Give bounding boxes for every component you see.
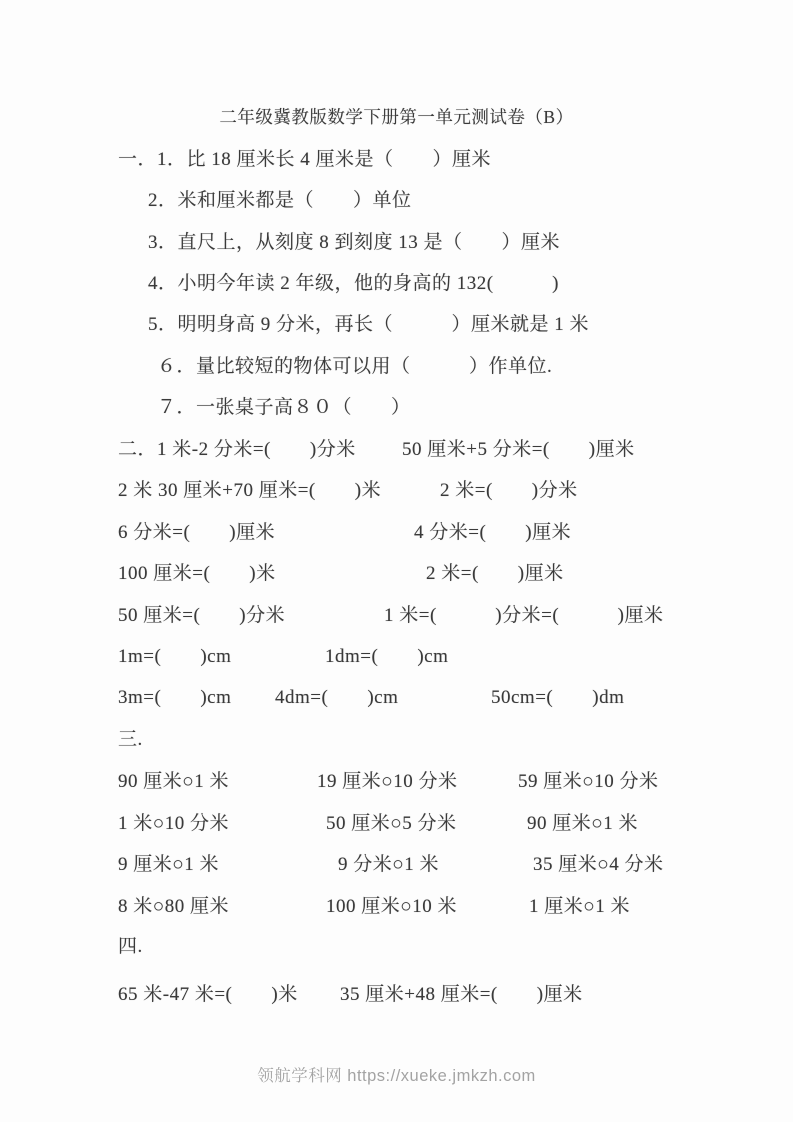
- comparison-item: 9 厘米○1 米: [118, 854, 219, 875]
- question-text: 1．比 18 厘米长 4 厘米是（ ）厘米: [157, 149, 492, 170]
- section-3-row-2: [0, 811, 793, 837]
- comparison-item: 90 厘米○1 米: [527, 813, 638, 834]
- section-3-row-4: [0, 894, 793, 920]
- watermark-footer: 领航学科网 https://xueke.jmkzh.com: [257, 1067, 536, 1085]
- calculation-item: 35 厘米+48 厘米=( )厘米: [340, 984, 583, 1005]
- conversion-item: 4 分米=( )厘米: [414, 522, 572, 543]
- conversion-item: 50 厘米=( )分米: [118, 605, 286, 626]
- conversion-item: 100 厘米=( )米: [118, 563, 276, 584]
- conversion-item: 1dm=( )cm: [325, 646, 449, 667]
- comparison-item: 19 厘米○10 分米: [317, 771, 458, 792]
- comparison-item: 35 厘米○4 分米: [533, 854, 664, 875]
- section-1-question-7: ７．一张桌子高８０（ ）: [157, 397, 411, 418]
- section-1-question-1: [118, 147, 491, 173]
- section-2-row-7: [0, 685, 793, 711]
- conversion-item: 2 米 30 厘米+70 厘米=( )米: [118, 480, 382, 501]
- conversion-item: 50 厘米+5 分米=( )厘米: [402, 439, 635, 460]
- section-1-question-2: 2．米和厘米都是（ ）单位: [148, 190, 412, 211]
- conversion-item: 3m=( )cm: [118, 687, 232, 708]
- calculation-item: 65 米-47 米=( )米: [118, 984, 298, 1005]
- page-title: 二年级冀教版数学下册第一单元测试卷（B）: [219, 107, 574, 127]
- conversion-item: 2 米=( )厘米: [426, 563, 564, 584]
- section-1-marker: 一．: [118, 149, 158, 170]
- conversion-item: 6 分米=( )厘米: [118, 522, 276, 543]
- comparison-item: 100 厘米○10 米: [326, 896, 457, 917]
- conversion-item: 1 米=( )分米=( )厘米: [384, 605, 664, 626]
- section-1-question-6: ６．量比较短的物体可以用（ ）作单位.: [157, 356, 553, 377]
- comparison-item: 50 厘米○5 分米: [326, 813, 457, 834]
- section-2-row-3: [0, 520, 793, 546]
- section-2-row-5: [0, 603, 793, 629]
- comparison-item: 59 厘米○10 分米: [518, 771, 659, 792]
- conversion-item: 1m=( )cm: [118, 646, 232, 667]
- conversion-item: 二．1 米-2 分米=( )分米: [118, 439, 356, 460]
- comparison-item: 9 分米○1 米: [338, 854, 439, 875]
- section-1-question-3: 3．直尺上，从刻度 8 到刻度 13 是（ ）厘米: [148, 232, 561, 253]
- comparison-item: 1 厘米○1 米: [529, 896, 630, 917]
- conversion-item: 4dm=( )cm: [275, 687, 399, 708]
- section-3-marker: 三.: [118, 729, 143, 750]
- section-2-row-4: [0, 561, 793, 587]
- section-1-question-5: 5．明明身高 9 分米，再长（ ）厘米就是 1 米: [148, 314, 590, 335]
- section-2-row-2: [0, 478, 793, 504]
- section-2-row-1: [0, 437, 793, 463]
- section-4-marker: 四.: [118, 936, 143, 957]
- comparison-item: 1 米○10 分米: [118, 813, 229, 834]
- section-4-row-1: [0, 982, 793, 1008]
- comparison-item: 8 米○80 厘米: [118, 896, 229, 917]
- conversion-item: 2 米=( )分米: [440, 480, 578, 501]
- section-1-question-4: 4．小明今年读 2 年级，他的身高的 132( ): [148, 273, 559, 294]
- section-3-row-3: [0, 852, 793, 878]
- conversion-item: 50cm=( )dm: [491, 687, 625, 708]
- section-2-row-6: [0, 644, 793, 670]
- section-3-row-1: [0, 769, 793, 795]
- comparison-item: 90 厘米○1 米: [118, 771, 229, 792]
